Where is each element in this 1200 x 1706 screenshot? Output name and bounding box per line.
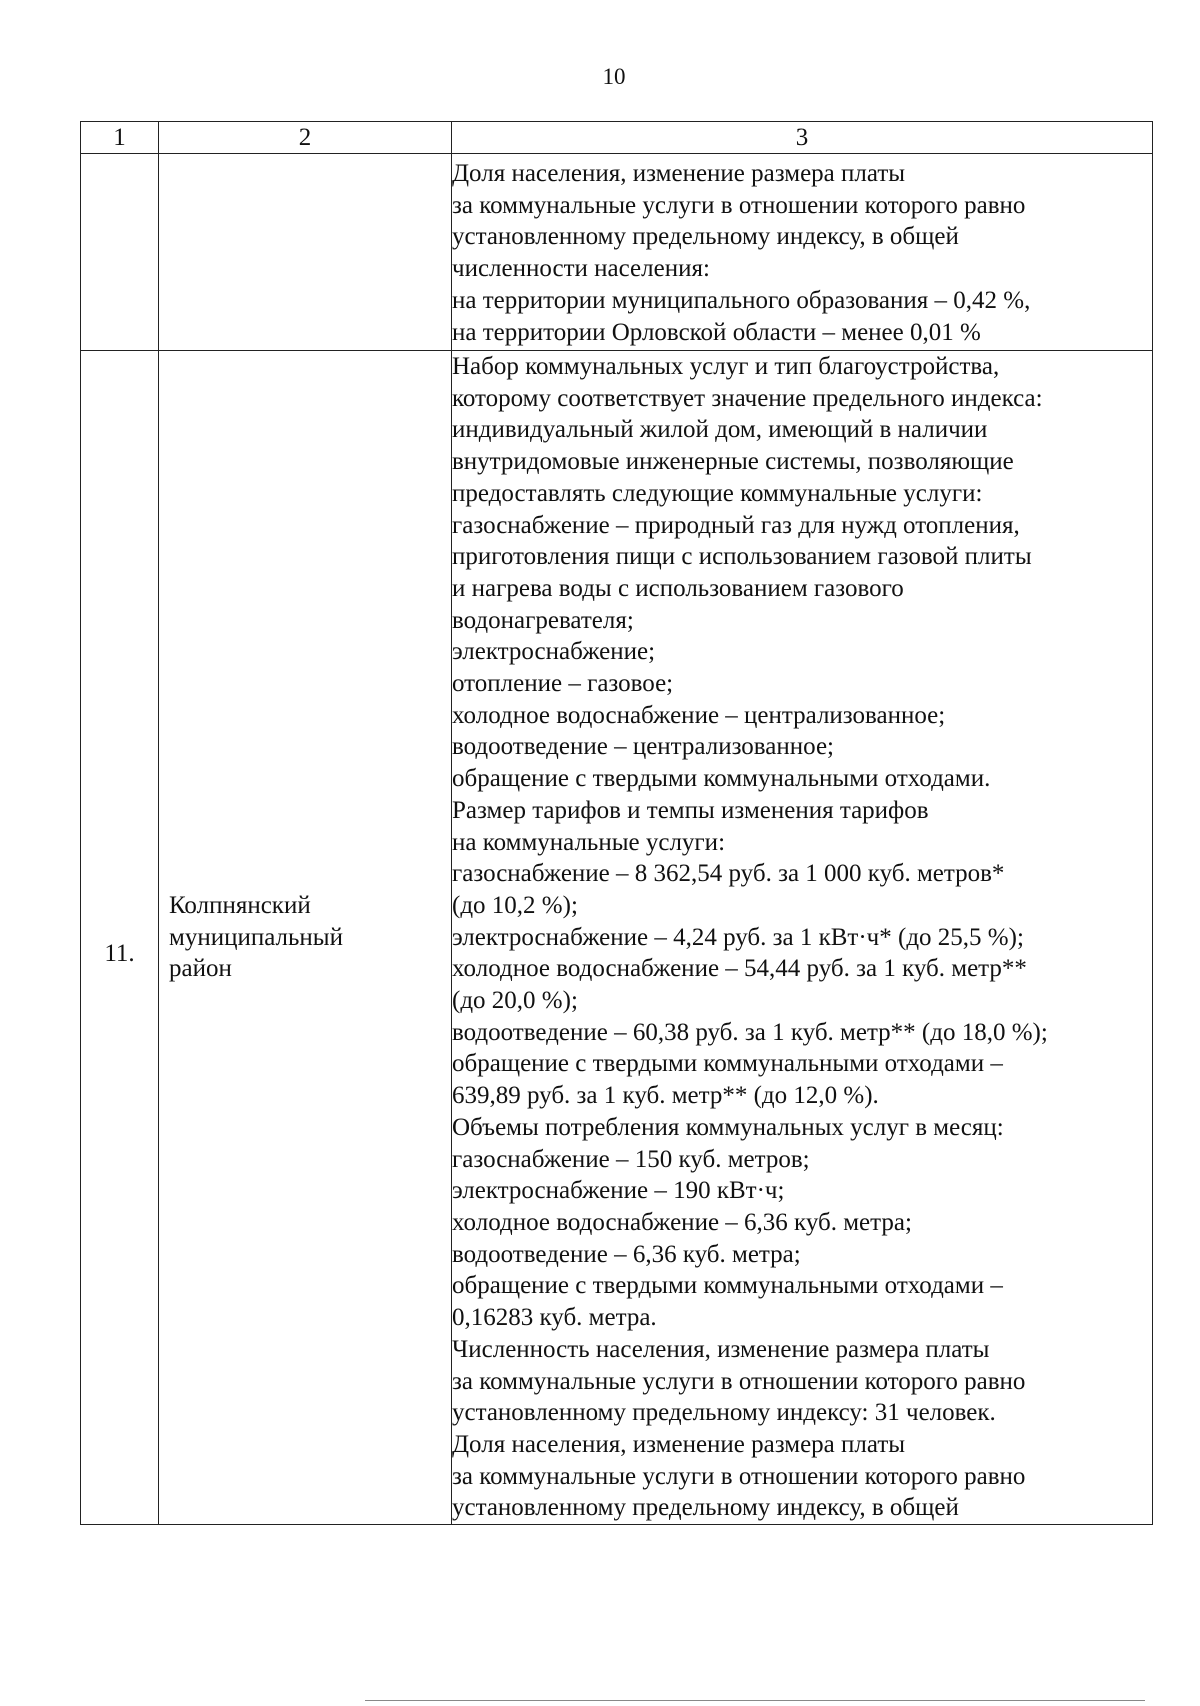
text-line: обращение с твердыми коммунальными отходами – xyxy=(452,1272,1003,1300)
text-line: на коммунальные услуги: xyxy=(452,828,726,856)
tariff-table xyxy=(80,121,1153,1525)
text-line: которому соответствует значение предельного индекса: xyxy=(452,384,1043,412)
text-line: электроснабжение – 190 кВт·ч; xyxy=(452,1177,785,1205)
text-line: водонагревателя; xyxy=(452,606,634,634)
page-number: 10 xyxy=(602,64,626,89)
text-line: за коммунальные услуги в отношении которого равно xyxy=(452,1367,1026,1395)
text-line: электроснабжение; xyxy=(452,638,656,666)
text-line: газоснабжение – 8 362,54 руб. за 1 000 куб. метров* xyxy=(452,860,1005,888)
description-cell xyxy=(452,351,1153,1525)
municipality-cell xyxy=(159,154,452,351)
text-line: Набор коммунальных услуг и тип благоустройства, xyxy=(452,353,1000,380)
text-line: за коммунальные услуги в отношении которого равно xyxy=(452,1462,1026,1490)
text-line: Объемы потребления коммунальных услуг в месяц: xyxy=(452,1113,1004,1141)
text-line: (до 20,0 %); xyxy=(452,987,578,1015)
text-line: 639,89 руб. за 1 куб. метр** (до 12,0 %). xyxy=(452,1082,879,1110)
table-header-row xyxy=(81,122,1153,154)
header-cell-2: 2 xyxy=(159,122,452,154)
row-number-cell xyxy=(81,351,159,1525)
row-number-cell xyxy=(81,154,159,351)
text-line: водоотведение – 60,38 руб. за 1 куб. метр** (до 18,0 %); xyxy=(452,1018,1048,1046)
text-line: холодное водоснабжение – 54,44 руб. за 1 куб. метр** xyxy=(452,955,1027,983)
description-cell xyxy=(452,154,1153,351)
text-line: водоотведение – централизованное; xyxy=(452,733,834,761)
municipality-name xyxy=(169,890,451,985)
text-line: обращение с твердыми коммунальными отходами. xyxy=(452,765,991,793)
text-line: численности населения: xyxy=(452,255,710,283)
municipality-name-line: район xyxy=(169,955,232,983)
text-line: индивидуальный жилой дом, имеющий в наличии xyxy=(452,416,988,444)
text-line: Доля населения, изменение размера платы xyxy=(452,1430,906,1458)
municipality-name-line: муниципальный xyxy=(169,923,343,951)
text-line: холодное водоснабжение – 6,36 куб. метра; xyxy=(452,1208,912,1236)
footer-rule xyxy=(365,1700,1145,1701)
row-number: 11. xyxy=(104,939,135,967)
text-line: (до 10,2 %); xyxy=(452,891,578,919)
description-text xyxy=(452,158,1152,348)
text-line: на территории муниципального образования – 0,42 %, xyxy=(452,286,1031,314)
text-line: обращение с твердыми коммунальными отходами – xyxy=(452,1050,1003,1078)
text-line: Размер тарифов и темпы изменения тарифов xyxy=(452,796,929,824)
description-text xyxy=(452,351,1152,1524)
municipality-cell xyxy=(159,351,452,1525)
text-line: Доля населения, изменение размера платы xyxy=(452,160,906,187)
text-line: приготовления пищи с использованием газовой плиты xyxy=(452,543,1032,571)
text-line: установленному предельному индексу, в общей xyxy=(452,223,959,251)
text-line: газоснабжение – природный газ для нужд отопления, xyxy=(452,511,1020,539)
header-cell-3: 3 xyxy=(452,122,1153,154)
text-line: предоставлять следующие коммунальные услуги: xyxy=(452,479,983,507)
text-line: электроснабжение – 4,24 руб. за 1 кВт·ч* (до 25,5 %); xyxy=(452,923,1024,951)
text-line: водоотведение – 6,36 куб. метра; xyxy=(452,1240,801,1268)
text-line: отопление – газовое; xyxy=(452,670,674,698)
text-line: на территории Орловской области – менее 0,01 % xyxy=(452,318,981,346)
text-line: за коммунальные услуги в отношении которого равно xyxy=(452,191,1026,219)
text-line: Численность населения, изменение размера платы xyxy=(452,1335,990,1363)
text-line: установленному предельному индексу, в общей xyxy=(452,1494,959,1522)
table-row xyxy=(81,154,1153,351)
table-row xyxy=(81,351,1153,1525)
header-cell-1: 1 xyxy=(81,122,159,154)
text-line: внутридомовые инженерные системы, позволяющие xyxy=(452,448,1014,476)
text-line: холодное водоснабжение – централизованное; xyxy=(452,701,946,729)
text-line: установленному предельному индексу: 31 человек. xyxy=(452,1399,996,1427)
text-line: газоснабжение – 150 куб. метров; xyxy=(452,1145,810,1173)
text-line: 0,16283 куб. метра. xyxy=(452,1304,657,1332)
municipality-name-line: Колпнянский xyxy=(169,891,311,919)
text-line: и нагрева воды с использованием газового xyxy=(452,574,904,602)
